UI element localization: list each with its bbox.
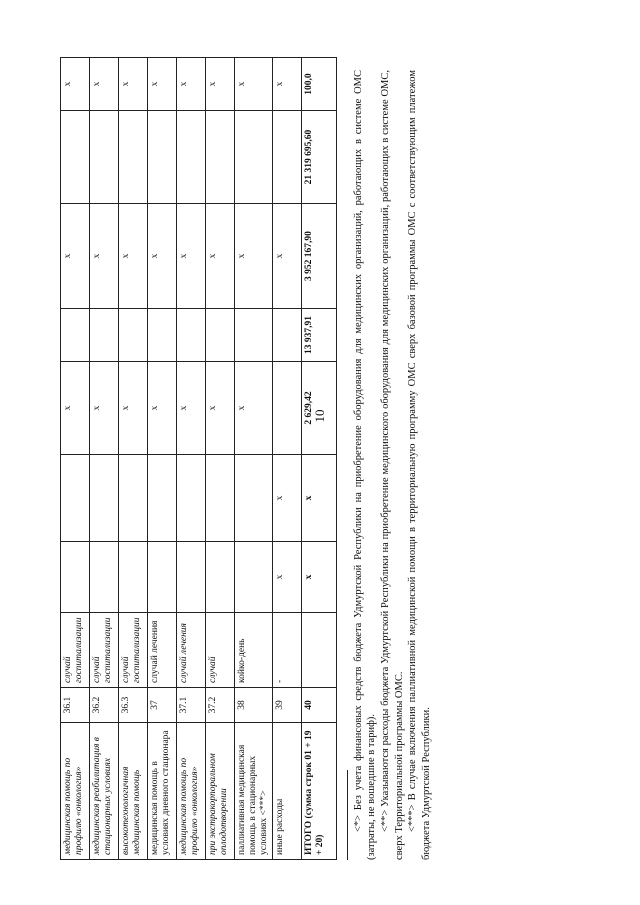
table-total-row <box>301 58 336 860</box>
table-cell-v2 <box>235 455 273 542</box>
table-cell-name: медицинская реабилитация в стационарных условиях <box>90 723 119 860</box>
table-cell-v5: х <box>177 204 206 309</box>
rotated-page-content <box>60 40 560 860</box>
table-cell-v1 <box>177 542 206 613</box>
table-cell-num: 37.1 <box>177 688 206 723</box>
table-cell-v2 <box>61 455 90 542</box>
page-number: 10 <box>312 409 327 423</box>
table-cell-name: иные расходы <box>272 723 301 860</box>
table-cell-unit: случай лечения <box>148 613 177 688</box>
table-row <box>206 58 235 860</box>
table-cell-v4 <box>235 309 273 362</box>
table-cell-unit <box>301 613 336 688</box>
table-cell-v1: х <box>272 542 301 613</box>
table-cell-v7: х <box>177 58 206 111</box>
table-cell-v1 <box>119 542 148 613</box>
table-cell-v4 <box>148 309 177 362</box>
table-row <box>90 58 119 860</box>
table-row <box>61 58 90 860</box>
table-row <box>177 58 206 860</box>
table-cell-unit: случай госпитализации <box>61 613 90 688</box>
table-cell-v3: х <box>206 362 235 455</box>
table-cell-v5: х <box>272 204 301 309</box>
table-cell-unit: случай госпитализации <box>90 613 119 688</box>
table-cell-v6 <box>119 111 148 204</box>
table-cell-v5: х <box>119 204 148 309</box>
table-cell-v4 <box>90 309 119 362</box>
table-cell-v7: х <box>90 58 119 111</box>
table-cell-v5: х <box>206 204 235 309</box>
table-cell-v7: х <box>61 58 90 111</box>
table-row <box>119 58 148 860</box>
table-cell-name: паллиативная медицинская помощь в стационарных условиях <***> <box>235 723 273 860</box>
table-cell-v2 <box>119 455 148 542</box>
table-cell-name: медицинская помощь по профилю «онкология» <box>177 723 206 860</box>
table-cell-v3: х <box>177 362 206 455</box>
table-cell-v7: х <box>206 58 235 111</box>
table-cell-v6 <box>206 111 235 204</box>
table-cell-v3 <box>272 362 301 455</box>
table-cell-v2 <box>90 455 119 542</box>
table-cell-name: высокотехнологичная медицинская помощь <box>119 723 148 860</box>
table-cell-v6 <box>235 111 273 204</box>
table-cell-unit: - <box>272 613 301 688</box>
table-cell-v5: 3 952 167,90 <box>301 204 336 309</box>
footnotes <box>347 70 434 860</box>
table-cell-name: медицинская помощь в условиях дневного стационара <box>148 723 177 860</box>
table-cell-v6 <box>272 111 301 204</box>
table-cell-num: 36.3 <box>119 688 148 723</box>
footnote-3: <***> В случае включения паллиативной медицинской помощи в территориальную программу ОМС сверх базовой программы ОМС с соответствующим платежом бюджета Удмуртской Республики. <box>407 70 432 860</box>
footnote-2: <**> Указываются расходы бюджета Удмуртской Республики на приобретение медицинского оборудования для медицинских организаций, работающих в системе ОМС, сверх Территориальной программы ОМС. <box>380 70 405 860</box>
table-cell-v5: х <box>90 204 119 309</box>
table-cell-v3: х <box>90 362 119 455</box>
table-cell-num: 37.2 <box>206 688 235 723</box>
table-cell-v3: х <box>148 362 177 455</box>
table-cell-v5: х <box>61 204 90 309</box>
table-cell-v2: х <box>272 455 301 542</box>
table-cell-unit: случай госпитализации <box>119 613 148 688</box>
table-cell-v7: х <box>235 58 273 111</box>
table-cell-v3: х <box>235 362 273 455</box>
table-cell-v4: 13 937,91 <box>301 309 336 362</box>
expenses-table <box>60 57 337 860</box>
table-cell-v1 <box>206 542 235 613</box>
table-cell-name: медицинская помощь по профилю «онкология» <box>61 723 90 860</box>
table-cell-num: 39 <box>272 688 301 723</box>
table-cell-unit: койко-день <box>235 613 273 688</box>
table-cell-v4 <box>61 309 90 362</box>
table-cell-v1: х <box>301 542 336 613</box>
table-cell-v4 <box>272 309 301 362</box>
table-cell-num: 40 <box>301 688 336 723</box>
table-cell-v1 <box>90 542 119 613</box>
table-cell-v7: х <box>272 58 301 111</box>
table-cell-v6 <box>177 111 206 204</box>
table-cell-name: при экстракорпоральном оплодотворении <box>206 723 235 860</box>
table-cell-v4 <box>177 309 206 362</box>
table-cell-v7: 100,0 <box>301 58 336 111</box>
table-cell-v2: х <box>301 455 336 542</box>
table-cell-v7: х <box>148 58 177 111</box>
table-cell-name: ИТОГО (сумма строк 01 + 19 + 20) <box>301 723 336 860</box>
footnote-separator <box>347 770 348 860</box>
table-cell-v6: 21 319 695,60 <box>301 111 336 204</box>
table-cell-v5: х <box>235 204 273 309</box>
table-cell-v3: х <box>61 362 90 455</box>
table-cell-v4 <box>119 309 148 362</box>
table-cell-v3: х <box>119 362 148 455</box>
table-cell-num: 36.1 <box>61 688 90 723</box>
table-cell-v5: х <box>148 204 177 309</box>
footnote-1: <*> Без учета финансовых средств бюджета Удмуртской Республики на приобретение оборудования для медицинских организаций, работающих в системе ОМС (затраты, не вошедшие в тариф). <box>352 70 378 860</box>
table-cell-v1 <box>148 542 177 613</box>
table-cell-unit: случай <box>206 613 235 688</box>
table-cell-v6 <box>90 111 119 204</box>
table-cell-v2 <box>177 455 206 542</box>
table-cell-v1 <box>61 542 90 613</box>
table-cell-v4 <box>206 309 235 362</box>
table-cell-v7: х <box>119 58 148 111</box>
table-cell-v3: 2 629,42 <box>301 362 336 455</box>
table-cell-num: 37 <box>148 688 177 723</box>
table-row <box>235 58 273 860</box>
table-cell-num: 38 <box>235 688 273 723</box>
table-cell-v2 <box>148 455 177 542</box>
table-cell-unit: случай лечения <box>177 613 206 688</box>
table-row <box>272 58 301 860</box>
table-cell-v6 <box>61 111 90 204</box>
table-cell-num: 36.2 <box>90 688 119 723</box>
table-row <box>148 58 177 860</box>
table-cell-v1 <box>235 542 273 613</box>
table-cell-v6 <box>148 111 177 204</box>
table-cell-v2 <box>206 455 235 542</box>
